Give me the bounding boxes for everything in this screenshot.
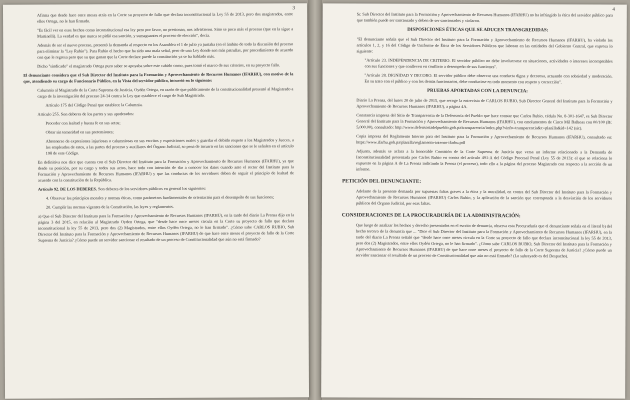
section-heading: PETICIÓN DEL DENUNCIANTE: — [342, 178, 422, 185]
page-number: 3 — [292, 6, 296, 12]
paragraph: Afirma que desde hace once meses atrás en la Corte su proyecto de fallo que declara inconstitucional la Ley 55 de 2013, pero dos magistrados, entre ellos Ortega, no le han firmado. — [37, 11, 294, 24]
evidence-item: Adjunta, además se aclara a la honorable Comisión de la Corte Suprema de Justicia que versa un informe relacionado a la Demanda de Inconstitucionalidad presentada por Carlos Rubio en contra del artículo 491-A del Código Procesal Penal (Ley 55 de 2013): el que se relaciona lo expuesto en la página A de La Prensa indicando la Prensa (el proceso), todo ello a la página del proceso Magistrado con respecto a la sección de un informe. — [356, 148, 613, 172]
list-item: Obrar sin temeridad en sus pretensiones; — [45, 129, 114, 135]
right-document-page — [321, 3, 627, 398]
section-heading: CONSIDERACIONES DE LA PROCURADURÍA DE LA ADMINISTRACIÓN: — [341, 212, 521, 220]
paragraph: "El denunciante señala que el Sub Director del Instituto para la Formación y Aprovechamiento de Recursos Humanos (IFARHU), ha violado los artículos 1, 2, y 16 del Código de Uniforme de Ética de los Servidores Públicos que laboran en las entidades del Gobierno Central, que expresa lo siguiente: — [356, 36, 613, 54]
paragraph: Además de ser el nuevo proceso, presentó la demanda al respecto en los Asamblea el 1 de julio ya juntaba (en el ámbito de todo la discusión del proceso para eliminar la "Ley Rubio"). Para Rubio el hecho que ha sido una mala señal, pero de una Ley donde son más patrullas, por procedimiento de acuerdo con que le regresa pero que su que ganan que la Corte declare puede la constitución ya se ha hablado más. — [37, 41, 294, 60]
article-item: 4. Observar los principios morales y normas éticas, como parámetros fundamentales de orientación para el desempeño de sus funciones; — [45, 194, 275, 201]
right-page-body — [342, 11, 613, 262]
main-block: El denunciante considera que el Sub Director del Instituto para la Formación y Aprovechamiento de Recursos Humanos (IFARHU), con motivo de la que, atendiendo su cargo de Funcionario Público, en la Vista del servidor público, incurrió en lo siguiente: — [23, 71, 294, 84]
section-heading: DISPOSICIONES ÉTICAS QUE SE ADUCEN TRANSGREDIDAS: — [407, 27, 549, 34]
page-number: 4 — [612, 7, 615, 13]
consideration-paragraph: Que luego de analizar los hechos y derecho presentados en el escrito de denuncia, observa esta Procuraduría que el denunciante señala en el literal b) del hecho tercero de la denuncia que ... "Dice el Sub Director del Instituto para la Formación y Aprovechamiento de Recursos Humanos (IFARHU), en la tarde del diario La Prensa señaló que "desde hace once meses circula en la Corte su proyecto de fallo que declara inconstitucional la ley 55 de 2013, pero dos (2) Magistrados, entre ellos Oydén Ortega, no le han firmado". ¿Cómo sabe CARLOS RUBIO, Sub Director del Instituto para la Formación y Aprovechamiento de Recursos Humanos (IFARHU) de que hace once meses el proyecto de fallo de la Corte Suprema de Justicia? ¿Cómo puede un servidor sancionar el resultado de un proceso de Constitucionalidad que aún no está firmado? (Lo subrayado es del Despacho). — [355, 222, 612, 259]
quoted-article: "Artículo 28. DIGNIDAD Y DECORO. El servidor público debe observar una conducta digna y decorosa, actuando con sobriedad y moderación. En su trato con el público y con los demás funcionarios, debe conducirse en todo momento con respeto y corrección". — [364, 72, 613, 85]
paragraph: Sr. Sub Director del Instituto para la Formación y Aprovechamiento de Recursos Humanos (IFARHU) no ha infringido la ética del servidor público para que también puede ser sancionado y deben de ser sancionados y violaron. — [356, 11, 613, 24]
item-1-reference: Artículo 175 del Código Penal que establece la Calumnia. — [45, 102, 143, 108]
petition-paragraph: Adelante de la presente demanda por supuestas faltas graves a la ética y la moralidad, en contra del Sub Director del Instituto para la Formación y Aprovechamiento de Recursos Humanos (IFARHU) Carlos Rubio, y la aplicación de la sanción que corresponda a la desviación de los servidores públicos del Órgano Judicial, por esas faltas. — [355, 188, 613, 206]
item-2: Artículo 255. Son deberes de los partes y sus apoderados: — [37, 111, 135, 117]
book-gutter — [308, 0, 322, 400]
item-1: Calumnia al Magistrado de la Corte Suprema de Justicia, Oydén Ortega, en razón de que públicamente de la constitucionalidad presentó al Magistrado a cargo de la investigación del proceso 24-14 contra la Ley que establece el cargo de Sub Magistrado. — [37, 86, 294, 99]
left-page-body — [23, 11, 294, 246]
evidence-item: Copia impresa del Reglamento Interno para del Instituto para la Formación y Aprovechamiento de Recursos Humanos (IFARHU), consultado en: https://www.ifarhu.gob.pa/planilla/reglamento-interno-ifarhu.pdf — [356, 133, 613, 145]
block-2: En definitiva nos dice que cuenta con el Sub Director del Instituto para la Formación y Aprovechamiento de Recursos Humanos (IFARHU), ya que desde su posición, por su cargo y todos sus actos, hace todo con intención de dar a conocer los datos cuando ante el rector del Instituto para la Formación y Aprovechamiento de Recursos Humanos (IFARHU) y que las conductas de los servidores deben de seguir el principio de lealtad de acuerdo con la constitución de la República. — [37, 158, 294, 183]
closing-paragraph: a) Que el Sub Director del Instituto para la Formación y Aprovechamiento de Recursos Humanos (IFARHU), en la tarde del diario La Prensa dijo en la página 3 del 2015, en relación al Magistrado Oyden Ortega, que "desde hace once meses circula en la Corte su proyecto de fallo que declara inconstitucional la ley 55 de 2013, pero dos (2) Magistrados, entre ellos Oydén Ortega, no le han firmado". ¿Cómo sabe CARLOS RUBIO, Sub Director del Instituto para la Formación y Aprovechamiento de Recursos Humanos (IFARHU) de que hace once meses el proyecto de fallo de la Corte Suprema de Justicia? ¿Cómo puede un servidor sancionar el resultado de un proceso de Constitucionalidad que aún no está firmado? — [38, 212, 295, 243]
article-title: Artículo 92. DE LOS DEBERES. — [37, 186, 98, 192]
list-item: Abstenerse de expresiones injuriosas o calumniosas en sus escritos y exposiciones orales y guardar el debido respeto a los Magistrados y Jueces, a los empleados de estos, a las partes del proceso y auxiliares del Órgano Judicial, so pena de incurrir en las sanciones que se le señalen en el artículo 198 de este Código. — [45, 137, 294, 156]
article-item: 20. Cumplir las normas vigentes de la Constitución, las leyes y reglamentos. — [46, 203, 174, 210]
paragraph: "Es fácil ver en esos hechos como inconstitucional esa ley pero por favor, no presionan, nos advirtieron. Sino se poco más el proceso (que en la sigue a Martinelli). La verdad es que nunca se pidió esa sanción, y sumaguantes el proceso de elección", decía. — [37, 26, 294, 39]
evidence-item: Constancia impresa del Sitio de Transparencia de la Defensoría del Pueblo que hace constar que Carlos Rubio, cédula No. 8-301-1647, es Sub Director General del Instituto para la Formación y Aprovechamiento de Recursos Humanos (IFARHU), con emolumentos de Cinco Mil Balboas con 00/100 (B/. 5,000.00), consultado: http://www.defensoriadelpueblo.gob.pa/transparencia/index.php?vinfo=transparencia&c=planilla&id=142 (sic). — [356, 112, 613, 131]
evidence-item: Diario La Prensa, del lunes 20 de julio de 2015, que recoge la entrevista de CARLOS RUBIO, Sub Director General del Instituto para la Formación y Aprovechamiento de Recursos Humanos (IFARHU), a página 4A. — [356, 97, 613, 109]
quoted-article: "Artículo 23. INDEPENDENCIA DE CRITERIO. El servidor público no debe involucrarse en situaciones, actividades o intereses incompatibles con sus funciones y que conlleven en conflicto a desempeño de sus funciones". — [364, 57, 613, 70]
section-heading: PRUEBAS APORTADAS CON LA DENUNCIA: — [427, 88, 528, 95]
left-document-page — [3, 3, 309, 399]
article-intro: Son deberes de los servidores públicos en general los siguientes: — [98, 185, 207, 192]
paragraph: Dicho "sindicado" el magistrado Ortega puro saber se apoyaba sobre este cabido como, pues tomó el marco de sus criterios, en su proyecto fallo. — [37, 62, 281, 69]
list-item: Proceder con lealtad y buena fe en sus actos; — [45, 120, 121, 126]
